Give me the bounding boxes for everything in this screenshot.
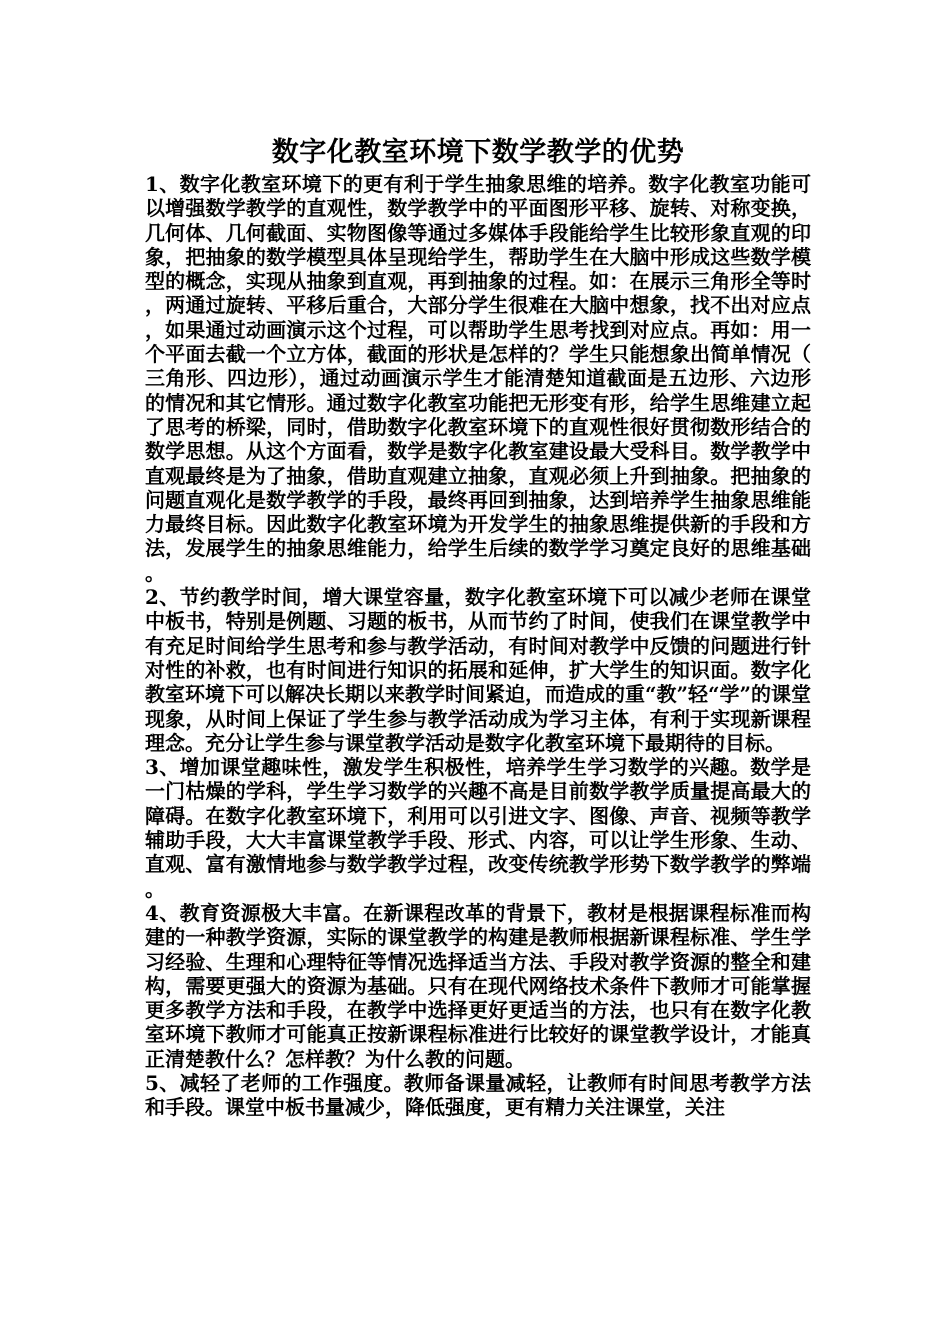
paragraph-1: 1、数字化教室环境下的更有利于学生抽象思维的培养。数字化教室功能可以增强数学教学的直观性，数学教学中的平面图形平移、旋转、对称变换，几何体、几何截面、实物图像等通过多媒体手段能给学生比较形象直观的印象，把抽象的数学模型具体呈现给学生，帮助学生在大脑中形成这些数学模型的概念，实现从抽象到直观，再到抽象的过程。如：在展示三角形全等时，两通过旋转、平移后重合，大部分学生很难在大脑中想象，找不出对应点，如果通过动画演示这个过程，可以帮助学生思考找到对应点。再如：用一个平面去截一个立方体，截面的形状是怎样的？学生只能想象出简单情况（三角形、四边形），通过动画演示学生才能清楚知道截面是五边形、六边形的情况和其它情形。通过数字化教室功能把无形变有形，给学生思维建立起了思考的桥梁，同时，借助数字化教室环境下的直观性很好贯彻数形结合的数学思想。从这个方面看，数学是数字化教室建设最大受科目。数学教学中直观最终是为了抽象，借助直观建立抽象，直观必须上升到抽象。把抽象的问题直观化是数学教学的手段，最终再回到抽象，达到培养学生抽象思维能力最终目标。因此数字化教室环境为开发学生的抽象思维提供新的手段和方法，发展学生的抽象思维能力，给学生后续的数学学习奠定良好的思维基础。 bbox=[145, 172, 811, 585]
paragraph-2: 2、节约教学时间，增大课堂容量，数字化教室环境下可以减少老师在课堂中板书，特别是例题、习题的板书，从而节约了时间，使我们在课堂教学中有充足时间给学生思考和参与教学活动，有时间对教学中反馈的问题进行针对性的补救，也有时间进行知识的拓展和延伸，扩大学生的知识面。数字化教室环境下可以解决长期以来教学时间紧迫，而造成的重“教”轻“学”的课堂现象，从时间上保证了学生参与教学活动成为学习主体，有利于实现新课程理念。充分让学生参与课堂教学活动是数字化教室环境下最期待的目标。 bbox=[145, 585, 812, 755]
paragraph-5: 5、减轻了老师的工作强度。教师备课量减轻，让教师有时间思考教学方法和手段。课堂中板书量减少，降低强度，更有精力关注课堂，关注 bbox=[145, 1070, 811, 1120]
paragraph-4: 4、教育资源极大丰富。在新课程改革的背景下，教材是根据课程标准而构建的一种教学资源，实际的课堂教学的构建是教师根据新课程标准、学生学习经验、生理和心理特征等情况选择适当方法、手段对教学资源的整全和建构，需要更强大的资源为基础。只有在现代网络技术条件下教师才可能掌握更多教学方法和手段，在教学中选择更好更适当的方法，也只有在数字化教室环境下教师才可能真正按新课程标准进行比较好的课堂教学设计，才能真正清楚教什么？怎样教？为什么教的问题。 bbox=[145, 900, 811, 1071]
document-title: 数字化教室环境下数学教学的优势 bbox=[271, 137, 685, 168]
document-page bbox=[145, 134, 811, 1120]
paragraph-3: 3、增加课堂趣味性，激发学生积极性，培养学生学习数学的兴趣。数学是一门枯燥的学科，学生学习数学的兴趣不高是目前数学教学质量提高最大的障碍。在数字化教室环境下，利用可以引进文字、图像、声音、视频等教学辅助手段，大大丰富课堂教学手段、形式、内容，可以让学生形象、生动、直观、富有激情地参与数学教学过程，改变传统教学形势下数学教学的弊端。 bbox=[145, 755, 811, 901]
